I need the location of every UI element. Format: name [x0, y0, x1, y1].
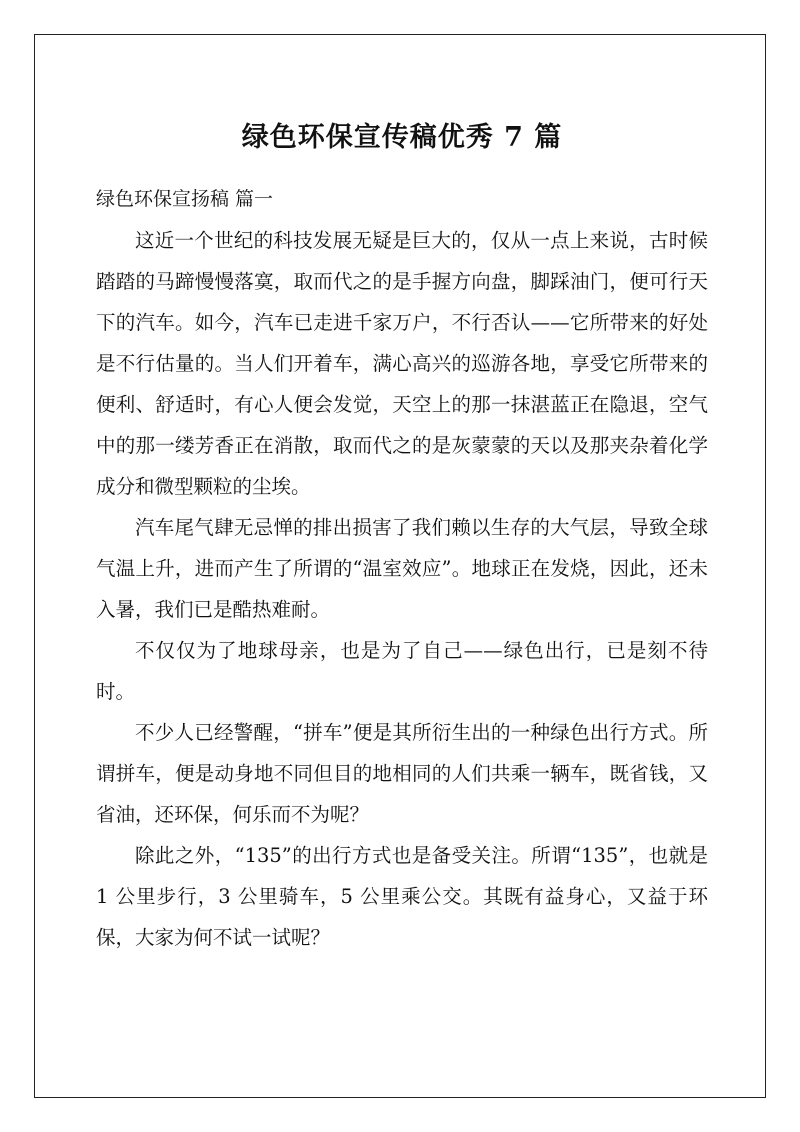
- paragraph-4: 不少人已经警醒，“拼车”便是其所衍生出的一种绿色出行方式。所谓拼车，便是动身地不同但目的地相同的人们共乘一辆车，既省钱，又省油，还环保，何乐而不为呢？: [96, 720, 708, 826]
- paragraph-5: 除此之外，“135”的出行方式也是备受关注。所谓“135”，也就是 1 公里步行，3 公里骑车，5 公里乘公交。其既有益身心，又益于环保，大家为何不试一试呢？: [96, 843, 708, 949]
- paragraph-3: 不仅仅为了地球母亲，也是为了自己——绿色出行，已是刻不待时。: [96, 638, 708, 703]
- paragraph-1: 这近一个世纪的科技发展无疑是巨大的，仅从一点上来说，古时候踏踏的马蹄慢慢落寞，取而代之的是手握方向盘，脚踩油门，便可行天下的汽车。如今，汽车已走进千家万户，不行否认——它所带来的好处是不行估量的。当人们开着车，满心高兴的巡游各地，享受它所带来的便利、舒适时，有心人便会发觉，天空上的那一抹湛蓝正在隐退，空气中的那一缕芳香正在消散，取而代之的是灰蒙蒙的天以及那夹杂着化学成分和微型颗粒的尘埃。: [96, 228, 708, 498]
- document-title: 绿色环保宣传稿优秀 7 篇: [241, 122, 563, 153]
- paragraph-2: 汽车尾气肆无忌惮的排出损害了我们赖以生存的大气层，导致全球气温上升，进而产生了所谓的“温室效应”。地球正在发烧，因此，还未入暑，我们已是酷热难耐。: [96, 515, 708, 621]
- section-heading: 绿色环保宣扬稿 篇一: [96, 188, 274, 211]
- document-body: [96, 120, 708, 958]
